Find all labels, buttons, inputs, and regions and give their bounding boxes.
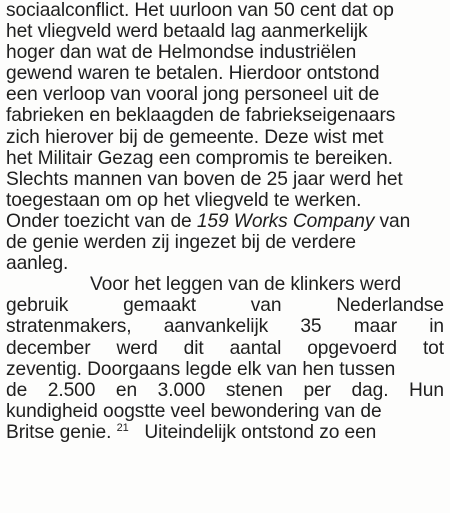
text-line: een verloop van vooral jong personeel uit de — [6, 84, 380, 106]
text-line: de genie werden zij ingezet bij de verdere — [6, 232, 356, 254]
word: dag. — [351, 379, 389, 401]
word: Hun — [409, 379, 444, 401]
text-line: zich hierover bij de gemeente. Deze wist met — [6, 126, 384, 148]
word: opgevoerd — [307, 337, 397, 359]
word: december — [6, 337, 91, 359]
word: maar — [353, 316, 398, 338]
text-line: toegestaan om op het vliegveld te werken. — [6, 189, 362, 211]
justified-line — [6, 338, 444, 359]
word: aanvankelijk — [163, 316, 269, 338]
text-line: fabrieken en beklaagden de fabrieksеigenaars — [6, 105, 396, 127]
text-line-with-footnote — [6, 422, 444, 443]
justified-line — [6, 316, 444, 337]
word: stratenmakers, — [6, 316, 132, 338]
word: gemaakt — [123, 295, 196, 317]
text-line: sociaalconflict. Het uurloon van 50 cent dat op — [6, 0, 394, 21]
body-text — [6, 0, 444, 443]
text-line: Slechts mannen van boven de 25 jaar werd het — [6, 168, 403, 190]
word: tot — [422, 337, 444, 359]
word: 35 — [300, 316, 322, 338]
text-line: het Militair Gezag een compromis te bereiken. — [6, 147, 393, 169]
justified-line — [6, 380, 444, 401]
text-segment: Uiteindelijk ontstond zo een — [144, 421, 377, 443]
word: dit — [183, 337, 204, 359]
word: in — [429, 316, 444, 338]
text-segment: van — [374, 210, 411, 232]
text-line: gewend waren te betalen. Hierdoor ontstond — [6, 63, 380, 85]
text-line: zeventig. Doorgaans legde elk van hen tussen — [6, 358, 396, 380]
text-line: aanleg. — [6, 253, 69, 275]
word: werd — [116, 337, 158, 359]
text-segment: Britse genie. — [6, 421, 112, 443]
text-segment: Onder toezicht van de — [6, 210, 197, 232]
word: Nederlandse — [336, 295, 444, 317]
word: 2.500 — [47, 379, 96, 401]
text-line: hoger dan wat de Helmondse industriëlen — [6, 42, 357, 64]
text-line: kundigheid oogstte veel bewondering van de — [6, 400, 382, 422]
text-line-with-italic — [6, 211, 444, 232]
word: aantal — [229, 337, 282, 359]
footnote-reference[interactable]: 21 — [116, 421, 129, 434]
text-line: het vliegveld werd betaald lag aanmerkelijk — [6, 21, 368, 43]
word: gebruik — [6, 295, 69, 317]
paragraph-first-line: Voor het leggen van de klinkers werd — [90, 274, 402, 296]
word: stenen — [225, 379, 283, 401]
word: per — [303, 379, 331, 401]
word: 3.000 — [157, 379, 206, 401]
word: en — [115, 379, 138, 401]
justified-line — [6, 295, 444, 316]
italic-company-name: 159 Works Company — [196, 210, 375, 232]
word: van — [250, 295, 282, 317]
word: de — [6, 379, 28, 401]
